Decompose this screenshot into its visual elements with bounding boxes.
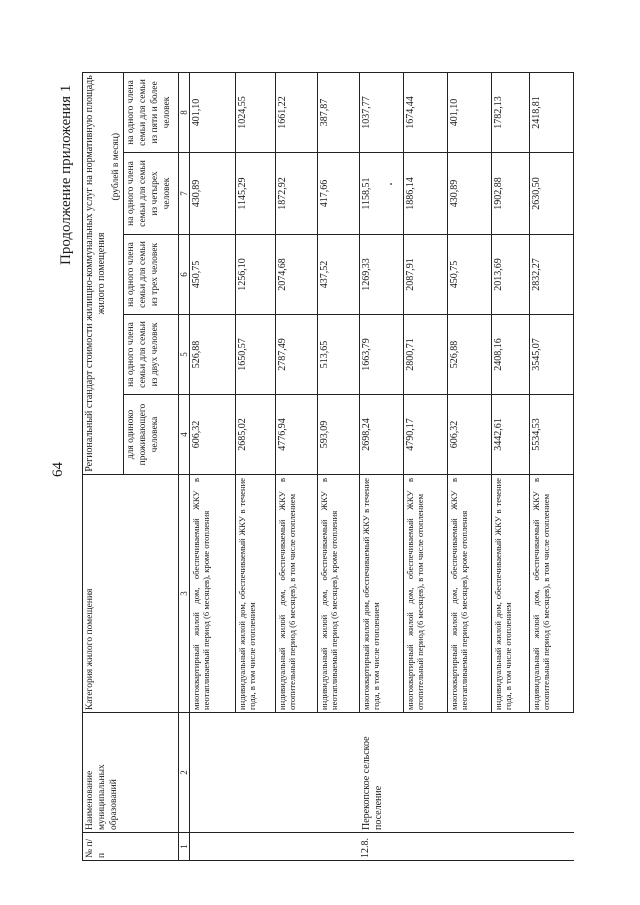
table-row [404,72,448,860]
row-value: 417,66 [318,153,360,235]
row-value: 1650,57 [236,315,276,395]
header-region: Региональный стандарт стоимости жилищно-коммунальных услуг на нормативную площадь жилого помещения [83,72,110,474]
row-value: 2685,02 [236,395,276,475]
row-value: 2074,68 [276,235,318,315]
col-number: 2 [179,713,190,833]
row-category: многоквартирный жилой дом, обеспечиваемый ЖКУ в отопительный период (6 месяцев), в том числе отоплением [404,475,448,713]
row-value: 430,89 [448,153,492,235]
row-category: индивидуальный жилой дом, обеспечиваемый ЖКУ в отопительный период (6 месяцев), в том числе отоплением [530,475,574,713]
col-number: 7 [179,153,190,235]
row-category: многоквартирный жилой дом, обеспечиваемый ЖКУ в течение года, в том числе отоплением [360,475,404,713]
table-body [190,72,574,860]
row-value: 1269,33 [360,235,404,315]
row-value: 430,89 [190,153,236,235]
row-value: 2408,16 [492,315,530,395]
row-category: индивидуальный жилой дом, обеспечиваемый ЖКУ в неотапливаемый период (6 месяцев), кроме отопления [318,475,360,713]
col-number: 1 [179,833,190,861]
row-municipality: Перекопское сельское поселение [360,713,404,833]
row-municipality [190,713,236,833]
tariff-table [82,72,574,861]
row-value: 1145,29 [236,153,276,235]
row-municipality [236,713,276,833]
table-row [492,72,530,860]
row-value: 387,87 [318,72,360,152]
row-value: 526,88 [190,315,236,395]
header-sub-4: на одного члена семьи для семьи из четырех человек [124,153,179,235]
column-numbers-row [179,72,190,860]
row-municipality [276,713,318,833]
row-municipality [448,713,492,833]
row-value: 1886,14 [404,153,448,235]
col-number: 4 [179,395,190,475]
row-value: 513,65 [318,315,360,395]
row-category: индивидуальный жилой дом, обеспечиваемый ЖКУ в течение года, в том числе отоплением [492,475,530,713]
row-value: 437,52 [318,235,360,315]
row-value: 2832,27 [530,235,574,315]
header-row-1 [83,72,110,860]
row-value: 1158,51 [360,153,404,235]
row-value: 1663,79 [360,315,404,395]
row-value: 1037,77 [360,72,404,152]
row-value: 2630,50 [530,153,574,235]
row-value: 2800,71 [404,315,448,395]
table-row [276,72,318,860]
row-value: 3442,61 [492,395,530,475]
header-name: Наименование муниципальных образований [83,713,179,833]
row-number [190,833,236,861]
row-value: 2087,91 [404,235,448,315]
header-num: № п/п [83,833,179,861]
row-category: многоквартирный жилой дом, обеспечиваемый ЖКУ в неотапливаемый период (6 месяцев), кроме отопления [190,475,236,713]
col-number: 6 [179,235,190,315]
row-municipality [318,713,360,833]
row-category: индивидуальный жилой дом, обеспечиваемый ЖКУ в отопительный период (6 месяцев), в том числе отоплением [276,475,318,713]
appendix-label: Продолжение приложения 1 [58,84,74,265]
row-value: 1661,22 [276,72,318,152]
row-number [276,833,318,861]
table-row [190,72,236,860]
row-municipality [404,713,448,833]
header-category: Категория жилого помещения [83,475,179,713]
row-value: 526,88 [448,315,492,395]
row-number [236,833,276,861]
header-rub: (рублей в месяц) [109,72,124,474]
row-value: 3545,07 [530,315,574,395]
row-value: 401,10 [190,72,236,152]
row-value: 5534,53 [530,395,574,475]
row-value: 606,32 [190,395,236,475]
row-value: 1872,92 [276,153,318,235]
row-value: 450,75 [448,235,492,315]
page-number: 64 [50,462,66,477]
col-number: 5 [179,315,190,395]
row-value: 593,09 [318,395,360,475]
table-row [318,72,360,860]
row-value: 4790,17 [404,395,448,475]
scan-speck [390,183,392,185]
header-sub-3: на одного члена семьи для семьи из трех человек [124,235,179,315]
row-number: 12.8. [360,833,404,861]
row-value: 606,32 [448,395,492,475]
row-municipality [492,713,530,833]
row-value: 4776,94 [276,395,318,475]
row-number [448,833,492,861]
table-row [236,72,276,860]
row-value: 2013,69 [492,235,530,315]
row-value: 2418,81 [530,72,574,152]
row-value: 401,10 [448,72,492,152]
table-row [448,72,492,860]
header-sub-1: для одиноко проживающего человека [124,395,179,475]
row-value: 1256,10 [236,235,276,315]
row-number [492,833,530,861]
row-value: 1674,44 [404,72,448,152]
row-value: 1782,13 [492,72,530,152]
row-number [404,833,448,861]
row-number [530,833,574,861]
table-row [530,72,574,860]
header-sub-5: на одного члена семьи для семьи из пяти и более человек [124,72,179,152]
table-row [360,72,404,860]
row-value: 2698,24 [360,395,404,475]
row-value: 1902,88 [492,153,530,235]
row-category: индивидуальный жилой дом, обеспечиваемый ЖКУ в течение года, в том числе отоплением [236,475,276,713]
col-number: 3 [179,475,190,713]
row-value: 1024,55 [236,72,276,152]
row-value: 450,75 [190,235,236,315]
row-value: 2787,49 [276,315,318,395]
row-number [318,833,360,861]
row-municipality [530,713,574,833]
row-category: многоквартирный жилой дом, обеспечиваемый ЖКУ в неотапливаемый период (6 месяцев), кроме отопления [448,475,492,713]
col-number: 8 [179,72,190,152]
header-sub-2: на одного члена семьи для семьи из двух человек [124,315,179,395]
